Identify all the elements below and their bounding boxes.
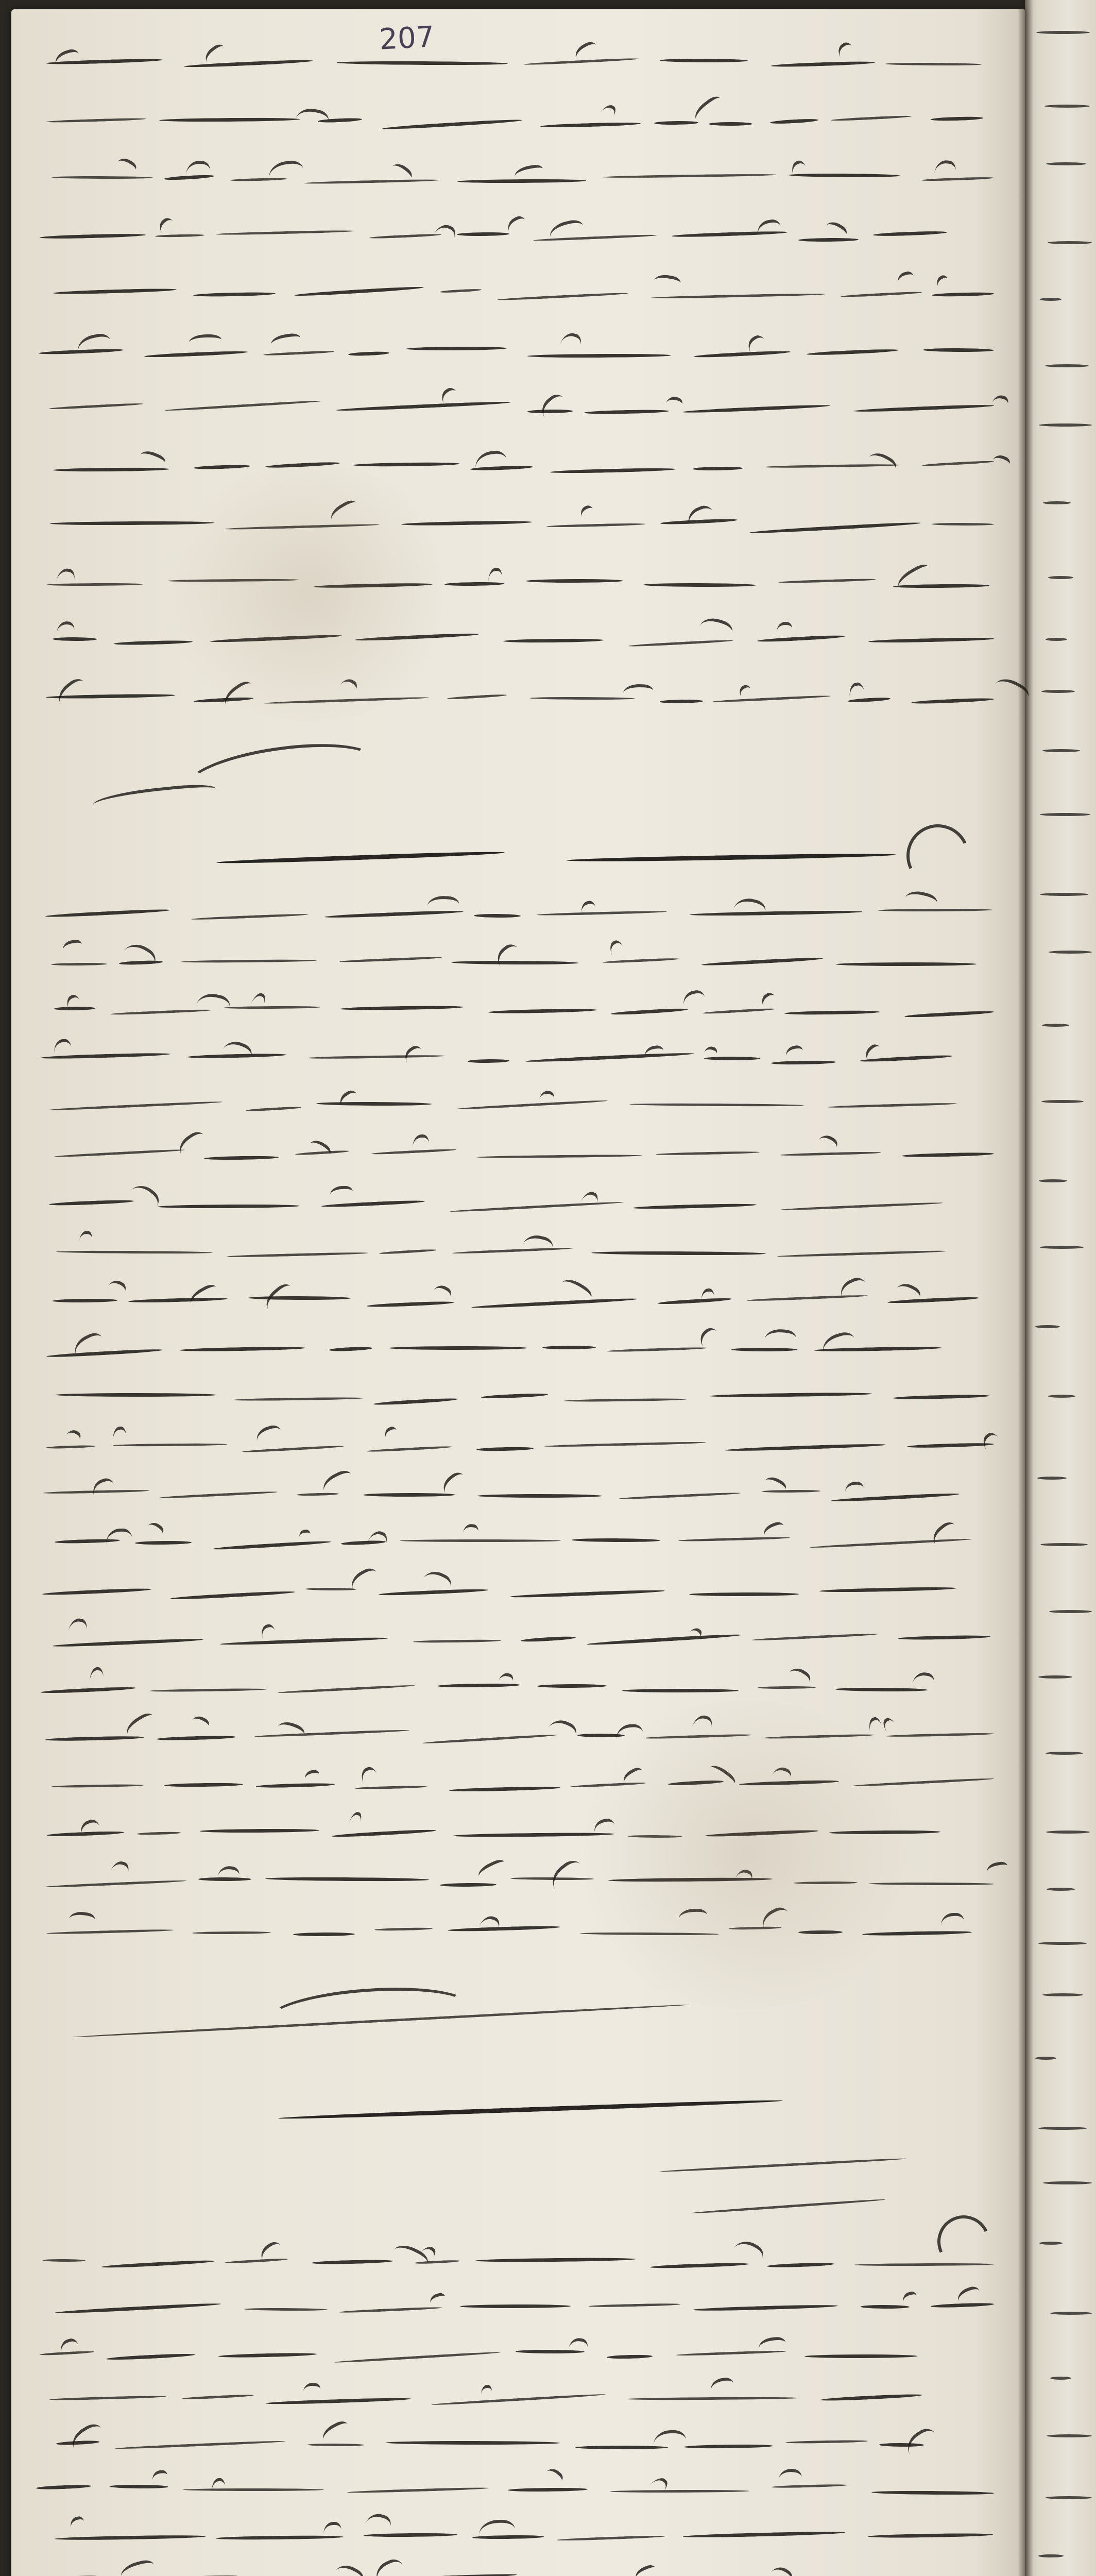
handwriting-mark — [701, 1288, 715, 1310]
adjacent-handwriting-stroke — [1040, 813, 1090, 816]
handwriting-mark — [189, 334, 221, 350]
handwriting-stroke — [542, 1345, 596, 1349]
handwriting-mark — [323, 2522, 341, 2545]
adjacent-handwriting-stroke — [1037, 1477, 1067, 1480]
handwriting-mark — [413, 1134, 429, 1158]
handwriting-mark — [90, 1667, 104, 1696]
handwriting-stroke — [689, 1592, 799, 1596]
handwriting-stroke — [56, 1393, 216, 1397]
adjacent-handwriting-stroke — [1040, 298, 1061, 301]
adjacent-handwriting-stroke — [1046, 1752, 1084, 1755]
adjacent-handwriting-stroke — [1046, 162, 1086, 165]
paper-stain — [155, 464, 464, 721]
handwriting-mark — [941, 1912, 965, 1936]
handwriting-mark — [488, 568, 502, 595]
adjacent-handwriting-stroke — [1049, 1610, 1092, 1613]
adjacent-handwriting-stroke — [1047, 2434, 1092, 2437]
adjacent-handwriting-stroke — [1046, 2496, 1092, 2499]
handwriting-stroke — [526, 579, 623, 582]
manuscript-page — [11, 9, 1025, 2576]
adjacent-page — [1025, 0, 1096, 2576]
handwriting-mark — [654, 2430, 686, 2457]
adjacent-handwriting-stroke — [1038, 2127, 1086, 2130]
adjacent-handwriting-stroke — [1036, 31, 1089, 34]
adjacent-handwriting-stroke — [1038, 1942, 1087, 1945]
handwriting-mark — [211, 2478, 227, 2504]
paper-stain — [567, 1700, 927, 2009]
adjacent-handwriting-stroke — [1043, 2181, 1092, 2184]
adjacent-handwriting-stroke — [1050, 2377, 1071, 2380]
adjacent-handwriting-stroke — [1048, 241, 1092, 244]
adjacent-handwriting-stroke — [1043, 501, 1071, 504]
adjacent-handwriting-stroke — [1044, 105, 1090, 108]
adjacent-handwriting-stroke — [1040, 1543, 1087, 1546]
handwriting-mark — [623, 684, 654, 702]
handwriting-mark — [776, 622, 792, 640]
adjacent-handwriting-stroke — [1048, 576, 1074, 579]
adjacent-handwriting-stroke — [1041, 1100, 1084, 1103]
adjacent-handwriting-stroke — [1040, 893, 1088, 896]
handwriting-mark — [299, 1529, 311, 1544]
handwriting-stroke — [389, 1346, 527, 1350]
handwriting-stroke — [709, 122, 752, 126]
adjacent-handwriting-stroke — [1040, 1246, 1084, 1249]
adjacent-handwriting-stroke — [1046, 638, 1067, 641]
adjacent-handwriting-stroke — [1042, 749, 1080, 752]
handwriting-mark — [845, 1482, 864, 1501]
handwriting-stroke — [400, 1539, 561, 1542]
adjacent-handwriting-stroke — [1047, 1888, 1074, 1891]
handwriting-stroke — [622, 1689, 739, 1692]
page-gutter — [1018, 0, 1033, 2576]
adjacent-handwriting-stroke — [1035, 1325, 1059, 1328]
adjacent-handwriting-stroke — [1048, 1395, 1075, 1398]
adjacent-handwriting-stroke — [1035, 2057, 1056, 2060]
adjacent-handwriting-stroke — [1039, 423, 1092, 427]
handwriting-mark — [481, 2384, 492, 2402]
handwriting-stroke — [477, 1494, 602, 1498]
folio-number: 207 — [378, 20, 436, 57]
